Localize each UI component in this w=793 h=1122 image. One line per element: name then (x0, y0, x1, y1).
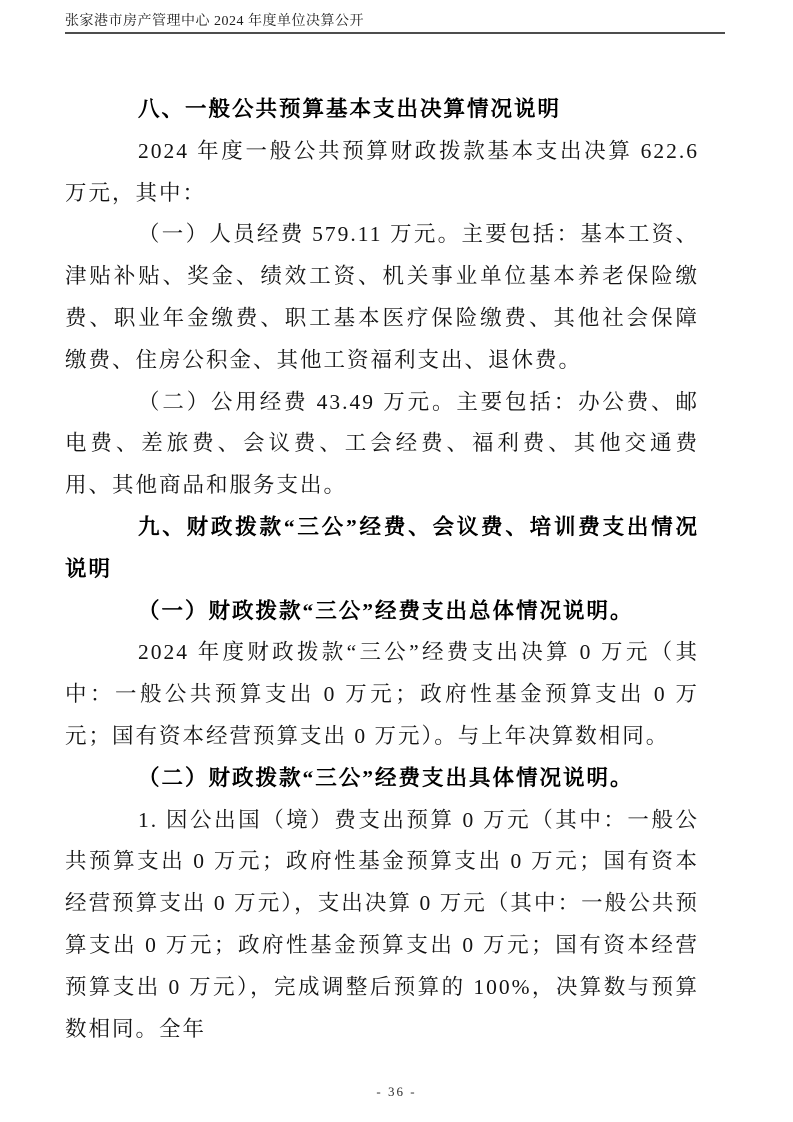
page-footer (0, 1083, 793, 1101)
page-header (65, 13, 725, 31)
heading-section-nine: 九、财政拨款“三公”经费、会议费、培训费支出情况说明 (65, 514, 699, 581)
paragraph-public-funds: （二）公用经费 43.49 万元。主要包括：办公费、邮电费、差旅费、会议费、工会经费、福利费、其他交通费用、其他商品和服务支出。 (65, 389, 699, 498)
paragraph-personnel-funds: （一）人员经费 579.11 万元。主要包括：基本工资、津贴补贴、奖金、绩效工资、机关事业单位基本养老保险缴费、职业年金缴费、职工基本医疗保险缴费、其他社会保障缴费、住房公积金、其他工资福利支出、退休费。 (65, 222, 699, 372)
heading-section-eight: 八、一般公共预算基本支出决算情况说明 (138, 97, 562, 121)
paragraph-three-public-overall: 2024 年度财政拨款“三公”经费支出决算 0 万元（其中：一般公共预算支出 0 万元；政府性基金预算支出 0 万元；国有资本经营预算支出 0 万元）。与上年决算数相同。 (65, 640, 699, 748)
page-number: - 36 - (376, 1084, 417, 1099)
header-rule-divider (65, 32, 725, 34)
paragraph-basic-expenditure-total: 2024 年度一般公共预算财政拨款基本支出决算 622.6 万元，其中： (65, 138, 699, 205)
heading-three-public-detail: （二）财政拨款“三公”经费支出具体情况说明。 (138, 765, 634, 790)
heading-three-public-overall: （一）财政拨款“三公”经费支出总体情况说明。 (138, 598, 634, 623)
document-body (65, 89, 699, 1050)
paragraph-overseas-travel-expense: 1. 因公出国（境）费支出预算 0 万元（其中：一般公共预算支出 0 万元；政府性基金预算支出 0 万元；国有资本经营预算支出 0 万元），支出决算 0 万元（其中：一般公共预算支出 0 万元；政府性基金预算支出 0 万元；国有资本经营预算支出 0 万元），完成调整后预算的 100%，决算数与预算数相同。全年 (65, 807, 699, 1041)
document-header-title: 张家港市房产管理中心 2024 年度单位决算公开 (65, 14, 364, 29)
